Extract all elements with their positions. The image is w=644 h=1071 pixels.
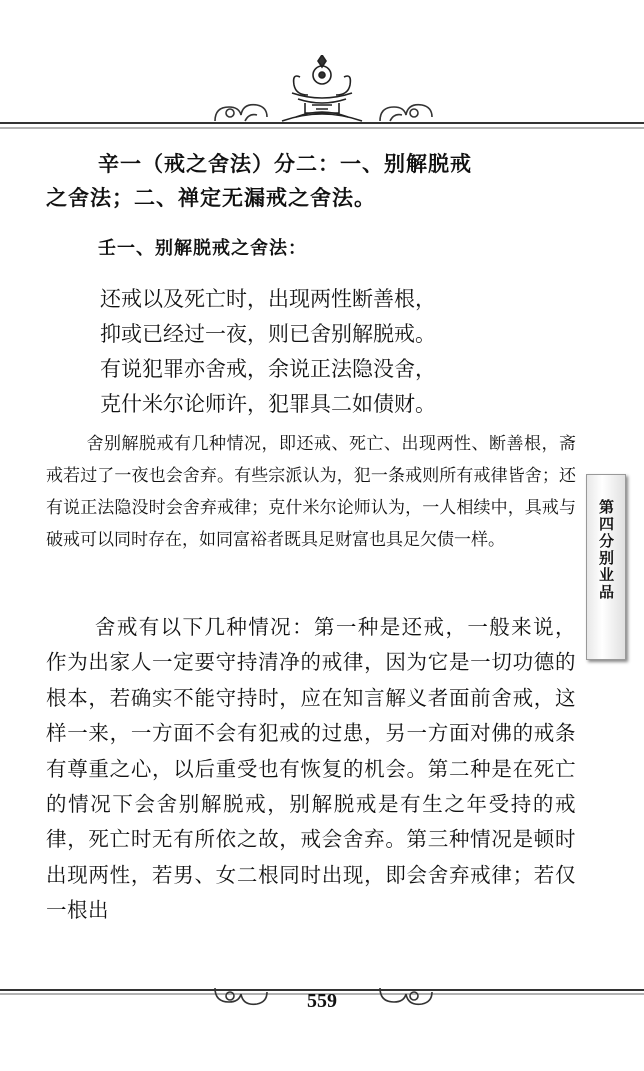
page-number: 559 [307,990,337,1012]
subsection-heading: 壬一、别解脱戒之舍法： [98,238,307,259]
section-heading-line2: 之舍法；二、禅定无漏戒之舍法。 [46,186,376,210]
dharma-wheel-ornament-icon [0,55,644,135]
verse-line: 抑或已经过一夜，则已舍别解脱戒。 [100,322,436,346]
commentary-paragraph [46,428,576,556]
verse-block [100,282,436,422]
body-paragraph [46,610,576,929]
body-text: 舍戒有以下几种情况：第一种是还戒，一般来说，作为出家人一定要守持清净的戒律，因为它是一切功德的根本，若确实不能守持时，应在知言解义者面前舍戒，这样一来，一方面不会有犯戒的过患，另一方面对佛的戒条有尊重之心，以后重受也有恢复的机会。第二种是在死亡的情况下会舍别解脱戒，别解脱戒是有生之年受持的戒律，死亡时无有所依之故，戒会舍弃。第三种情况是顿时出现两性，若男、女二根同时出现，即会舍弃戒律；若仅一根出 [46,615,576,923]
chapter-side-tab-label: 第四分别业品 [597,499,615,601]
verse-line: 还戒以及死亡时，出现两性断善根， [100,287,436,311]
section-heading-line1: 辛一（戒之舍法）分二：一、别解脱戒 [98,152,472,176]
verse-line: 克什米尔论师许，犯罪具二如债财。 [100,392,436,416]
verse-line: 有说犯罪亦舍戒，余说正法隐没舍， [100,357,436,381]
section-heading [46,147,574,215]
commentary-text: 舍别解脱戒有几种情况，即还戒、死亡、出现两性、断善根，斋戒若过了一夜也会舍弃。有些宗派认为，犯一条戒则所有戒律皆舍；还有说正法隐没时会舍弃戒律；克什米尔论师认为，一人相续中，具戒与破戒可以同时存在，如同富裕者既具足财富也具足欠债一样。 [46,434,576,550]
chapter-side-tab [586,474,626,660]
